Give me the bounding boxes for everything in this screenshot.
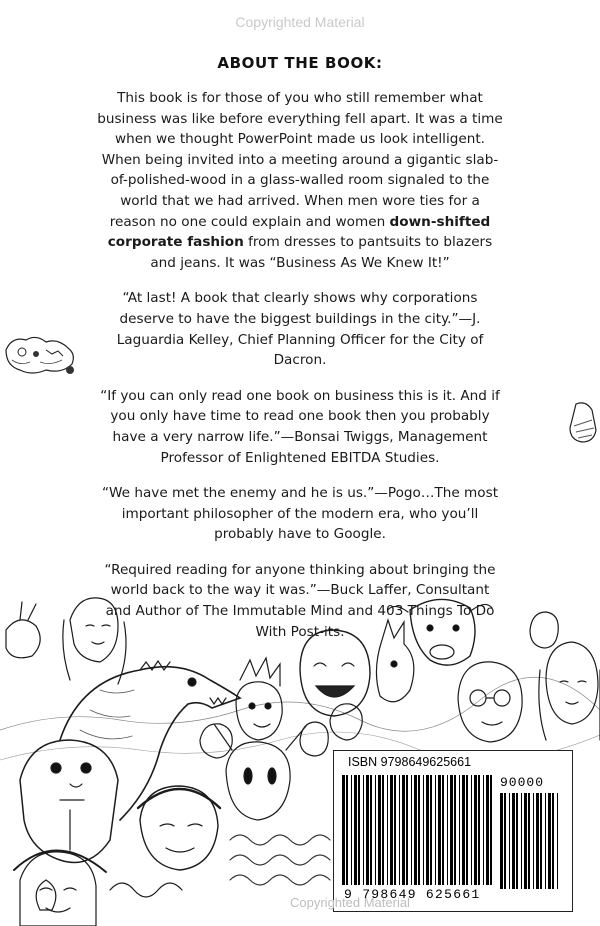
copyright-watermark: Copyrighted Material [235, 14, 365, 30]
intro-text-end: from dresses to pantsuits to blazers and jeans. It was “Business As We Knew It!” [150, 234, 493, 271]
isbn-barcode [333, 750, 573, 912]
isbn-label: ISBN 9798649625661 [348, 755, 472, 769]
intro-bold-text: down-shifted corporate fashion [107, 213, 491, 251]
price-barcode-bars [500, 793, 562, 889]
quote-4: “Required reading for anyone thinking about bringing the world back to the way it was.”—Buck Laffer, Consultant and Author of The Immutable Mind and 403 Things To Do With Post-its. [104, 561, 496, 640]
isbn-digits: 9 798649 625661 [344, 887, 481, 902]
book-description [96, 88, 504, 657]
right-doodle-hand [566, 398, 600, 446]
quote-3: “We have met the enemy and he is us.”—Pogo…The most important philosopher of the modern era, who you’ll probably have to Google. [101, 485, 499, 543]
intro-paragraph [96, 88, 504, 273]
quote-1: “At last! A book that clearly shows why corporations deserve to have the biggest buildings in the city.”—J. Laguardia Kelley, Chief Planning Officer for the City of Dacron. [116, 290, 484, 369]
left-doodle-creature [2, 330, 82, 380]
copyright-watermark-bottom: Copyrighted Material [290, 895, 410, 910]
page-title: ABOUT THE BOOK: [217, 54, 383, 72]
price-code: 90000 [500, 775, 545, 790]
barcode-bars [342, 775, 494, 885]
quote-2: “If you can only read one book on business this is it. And if you only have time to read one book then you probably have a very narrow life.”—Bonsai Twiggs, Management Professor of Enlightened EBITDA Studies. [100, 387, 500, 466]
intro-text: This book is for those of you who still remember what business was like before everything fell apart. It was a time when we thought PowerPoint made us look intelligent. When being invited into a meeting around a gigantic slab-of-polished-wood in a glass-walled room signaled to the world that we had arrived. When men wore ties for a reason no one could explain and women [97, 90, 503, 230]
